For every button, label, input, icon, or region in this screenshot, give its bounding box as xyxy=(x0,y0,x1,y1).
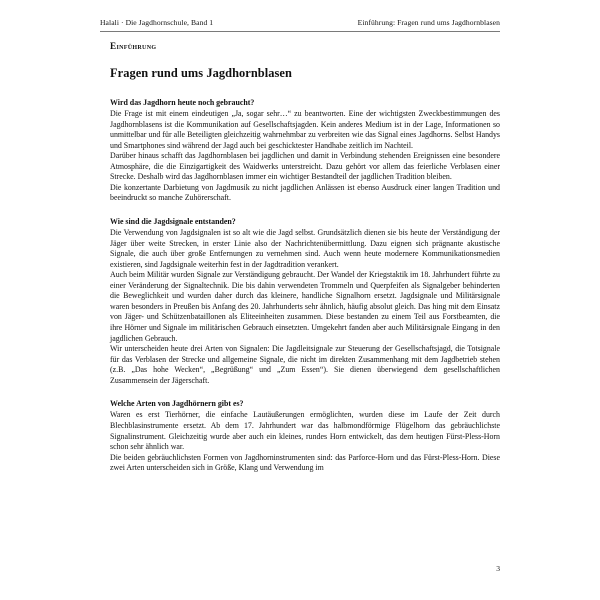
paragraph: Darüber hinaus schafft das Jagdhornblasen bei jagdlichen und damit in Verbindung stehenden Ereignissen eine besondere Atmosphäre, die die Einzigartigkeit des Waidwerks unterstreicht. Dazu gehört vor allem das feierliche Verblasen einer Strecke. Deshalb wird das Jagdhornblasen immer ein wichtiger Bestandteil der jagdlichen Tradition bleiben. xyxy=(110,151,500,182)
paragraph: Die Verwendung von Jagdsignalen ist so alt wie die Jagd selbst. Grundsätzlich dienen sie bis heute der Verständigung der Jäger über weite Strecken, in erster Linie also der Nachrichtenübermittlung. Dazu eignen sich prägnante akustische Signale, die auch über große Entfernungen zu vernehmen sind. Auch wenn heute modernere Kommunikationsmedien existieren, sind Jagdsignale weiterhin fest in der Jagdtradition verankert. xyxy=(110,228,500,269)
page-number: 3 xyxy=(496,564,500,573)
paragraph: Die Frage ist mit einem eindeutigen „Ja, sogar sehr…“ zu beantworten. Eine der wichtigsten Zweckbestimmungen des Jagdhornblasens ist die Kommunikation auf Gesellschaftsjagden. Kein anderes Medium ist in der Lage, Informationen so unmittelbar und für alle Beteiligten gleichzeitig wahrnehmbar zu verbreiten wie das Signal eines Jagdhorns. Selbst Handys und Smartphones sind während der Jagd auch bei geschicktester Handhabe zeitlich im Nachteil. xyxy=(110,109,500,150)
section-heading: Wie sind die Jagdsignale entstanden? xyxy=(110,217,236,227)
page-title: Fragen rund ums Jagdhornblasen xyxy=(110,66,292,80)
section-heading: Wird das Jagdhorn heute noch gebraucht? xyxy=(110,98,255,107)
page-content xyxy=(110,40,500,474)
section-heading: Welche Arten von Jagdhörnern gibt es? xyxy=(110,399,244,409)
running-head-left: Halali · Die Jagdhornschule, Band 1 xyxy=(100,18,214,27)
running-head-right: Einführung: Fragen rund ums Jagdhornblasen xyxy=(357,18,500,27)
section-3 xyxy=(110,399,500,473)
section-2 xyxy=(110,217,500,386)
paragraph: Wir unterscheiden heute drei Arten von Signalen: Die Jagdleitsignale zur Steuerung der Gesellschaftsjagd, die Totsignale für das Verblasen der Strecke und allgemeine Signale, die nicht im direkten Zusammenhang mit dem Jagdbetrieb stehen (z.B. „Das hohe Wecken“, „Begrüßung“ und „Zum Essen“). Sie dienen überwiegend dem gesellschaftlichen Zusammensein der Jägerschaft. xyxy=(110,344,500,385)
section-1 xyxy=(110,98,500,204)
running-head xyxy=(100,18,500,32)
paragraph: Auch beim Militär wurden Signale zur Verständigung gebraucht. Der Wandel der Kriegstaktik im 18. Jahrhundert führte zu einer Veränderung der Signaltechnik. Die bis dahin verwendeten Trommeln und Querpfeifen als Signalgeber behinderten die Beweglichkeit und wurden daher durch das kleinere, handliche Signalhorn ersetzt. Jagdsignale und Militärsignale waren besonders in Preußen bis Anfang des 20. Jahrhunderts sehr ähnlich, häufig absolut gleich. Das hing mit dem Einsatz von Jäger- und Schützenbataillonen als Eliteeinheiten zusammen. Diese bestanden zu einem Teil aus Forstbeamten, die ihre Hörner und Signale im militärischen Gebrauch einsetzten. Umgekehrt fanden aber auch Militärsignale Eingang in den jagdlichen Gebrauch. xyxy=(110,270,500,343)
paragraph: Die konzertante Darbietung von Jagdmusik zu nicht jagdlichen Anlässen ist ebenso Ausdruck einer langen Tradition und beeindruckt so manche Zuhörerschaft. xyxy=(110,182,500,203)
paragraph: Waren es erst Tierhörner, die einfache Lautäußerungen ermöglichten, wurden diese im Laufe der Zeit durch Blechblasinstrumente ersetzt. Ab dem 17. Jahrhundert war das halbmondförmige Flügelhorn das gebräuchlichste Signalinstrument. Gleichzeitig wurde aber auch ein kleines, rundes Horn entwickelt, das dem heutigen Fürst-Pless-Horn schon sehr ähnlich war. xyxy=(110,410,500,452)
paragraph: Die beiden gebräuchlichsten Formen von Jagdhorninstrumenten sind: das Parforce-Horn und das Fürst-Pless-Horn. Diese zwei Arten unterscheiden sich in Größe, Klang und Verwendung im xyxy=(110,452,500,473)
chapter-label: Einführung xyxy=(110,41,157,51)
